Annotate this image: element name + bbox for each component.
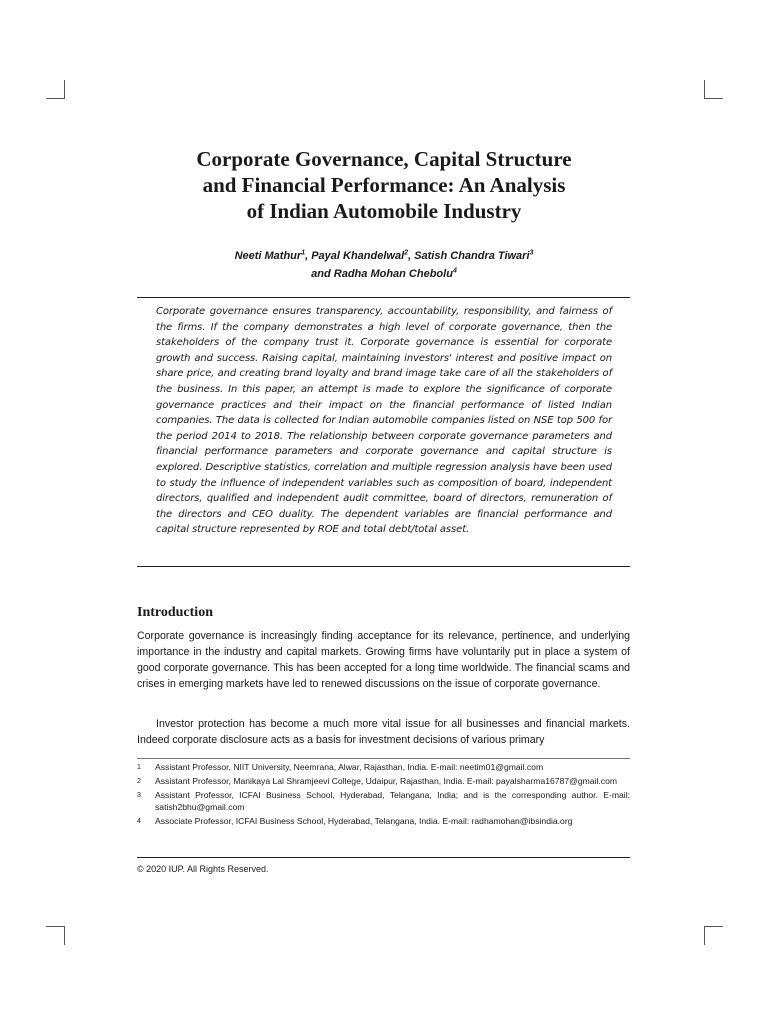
crop-mark-top-right xyxy=(704,80,723,99)
footnote xyxy=(137,790,630,813)
footnote-text: Assistant Professor, NIIT University, Neemrana, Alwar, Rajasthan, India. E-mail: neetim01@gmail.com xyxy=(155,762,544,772)
author-line-1 xyxy=(150,247,618,265)
author-name: Neeti Mathur xyxy=(234,250,302,262)
footnote-number: 2 xyxy=(137,778,141,786)
footnotes xyxy=(137,762,630,830)
title-line: of Indian Automobile Industry xyxy=(246,199,522,223)
author-affiliation-marker: 2 xyxy=(404,249,409,257)
author-name: Payal Khandelwal xyxy=(311,250,405,262)
abstract: Corporate governance ensures transparency, accountability, responsibility, and fairness of the firms. If the company demonstrates a high level of corporate governance, then the stakeholders of the company trust it. Corporate governance is essential for corporate growth and success. Raising capital, maintaining investors' interest and positive impact on share price, and creating brand loyalty and brand image take care of all the stakeholders of the business. In this paper, an attempt is made to explore the significance of corporate governance practices and their impact on the financial performance of listed Indian companies. The data is collected for Indian automobile companies listed on NSE top 500 for the period 2014 to 2018. The relationship between corporate governance parameters and financial performance parameters and corporate governance and capital structure is explored. Descriptive statistics, correlation and multiple regression analysis have been used to study the influence of independent variables such as composition of board, independent directors, qualified and independent audit committee, board of directors, remuneration of the directors and CEO duality. The dependent variables are financial performance and capital structure represented by ROE and total debt/total asset. xyxy=(156,306,612,536)
abstract-bottom-rule xyxy=(137,566,630,567)
footnote-text: Assistant Professor, ICFAI Business School, Hyderabad, Telangana, India; and is the corresponding author. E-mail: satish2bhu@gmail.com xyxy=(155,790,630,812)
copyright-rule xyxy=(137,857,630,858)
footnote-number: 4 xyxy=(137,817,141,825)
footnote-text: Assistant Professor, Manikaya Lal Shramjeevi College, Udaipur, Rajasthan, India. E-mail: payalsharma16787@gmail.com xyxy=(155,776,618,787)
footnote xyxy=(137,762,630,774)
copyright-notice: © 2020 IUP. All Rights Reserved. xyxy=(137,864,269,874)
crop-mark-bottom-left xyxy=(46,926,65,945)
author-separator: , xyxy=(408,250,415,262)
footnote xyxy=(137,776,630,788)
author-line-2 xyxy=(150,265,618,283)
body-paragraph: Corporate governance is increasingly finding acceptance for its relevance, pertinence, and underlying importance in the industry and capital markets. Growing firms have voluntarily put in place a system of good corporate governance. This has been accepted for a long time worldwide. The financial scams and crises in emerging markets have led to renewed discussions on the issue of corporate governance. xyxy=(137,630,630,690)
title-line: and Financial Performance: An Analysis xyxy=(202,173,566,197)
author-conjunction: and xyxy=(311,268,334,280)
footnote xyxy=(137,816,630,828)
author-list xyxy=(150,247,618,283)
footnote-rule xyxy=(137,758,630,759)
author-affiliation-marker: 1 xyxy=(301,249,306,257)
footnote-text: Associate Professor, ICFAI Business School, Hyderabad, Telangana, India. E-mail: radhamohan@ibsindia.org xyxy=(155,815,573,826)
author-name: Satish Chandra Tiwari xyxy=(414,250,530,262)
paper-title xyxy=(120,146,648,224)
section-heading-introduction: Introduction xyxy=(137,605,213,620)
author-name: Radha Mohan Chebolu xyxy=(333,268,453,280)
author-separator: , xyxy=(305,250,312,262)
crop-mark-bottom-right xyxy=(704,926,723,945)
crop-mark-top-left xyxy=(46,80,65,99)
author-affiliation-marker: 3 xyxy=(529,249,534,257)
footnote-number: 1 xyxy=(137,764,141,771)
abstract-top-rule xyxy=(137,297,630,298)
title-line: Corporate Governance, Capital Structure xyxy=(196,147,572,171)
footnote-number: 3 xyxy=(137,792,141,800)
author-affiliation-marker: 4 xyxy=(452,267,457,275)
body-paragraph: Investor protection has become a much more vital issue for all businesses and financial markets. Indeed corporate disclosure acts as a basis for investment decisions of various primary xyxy=(137,718,630,746)
